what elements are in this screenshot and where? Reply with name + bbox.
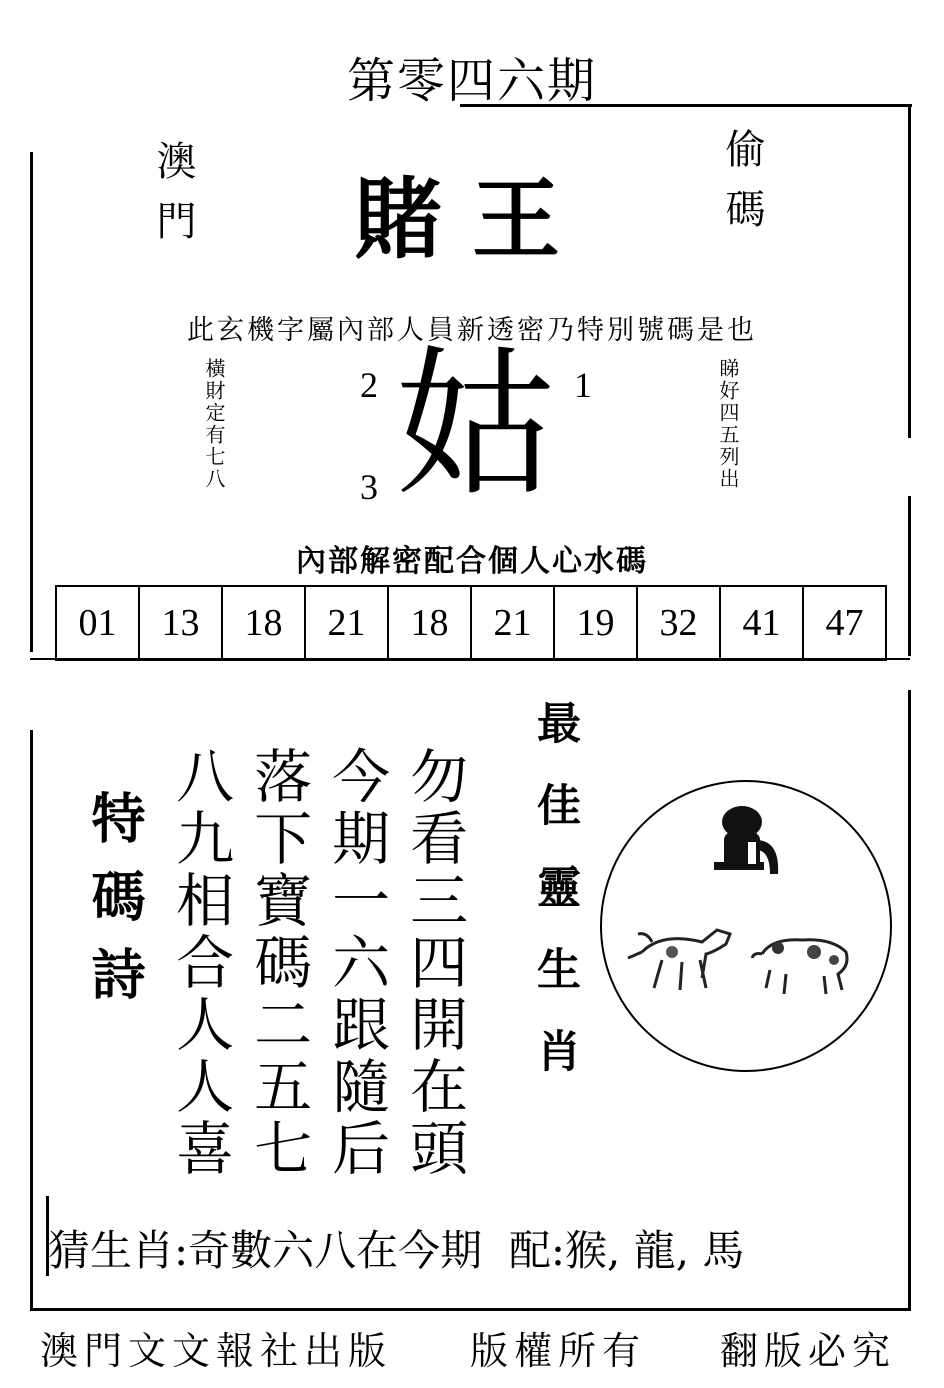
riddle-character: 姑	[395, 331, 556, 518]
poem-line-4: 八九相合人人喜	[166, 746, 235, 1180]
zodiac-illustration	[600, 780, 892, 1072]
footer-warning: 翻版必究	[720, 1329, 897, 1373]
left-side-title: 澳門	[150, 140, 196, 260]
poem-line-1: 勿看三四開在頭	[400, 746, 469, 1180]
secret-line: 此玄機字屬內部人員新透密乃特別號碼是也	[187, 315, 757, 346]
poem-line-3: 落下寶碼二五七	[244, 746, 313, 1180]
number-cell: 41	[719, 585, 804, 661]
number-cell: 19	[553, 585, 638, 661]
number-cell: 18	[387, 585, 472, 661]
corner-number-bottom-left: 3	[360, 467, 378, 507]
right-side-title: 偷碼	[719, 128, 765, 248]
poem-line-2: 今期一六跟隨后	[322, 746, 391, 1180]
number-cell: 21	[304, 585, 389, 661]
dog-icon	[628, 930, 730, 990]
number-cell: 18	[221, 585, 306, 661]
number-cell: 01	[55, 585, 140, 661]
frame-left-line-lower	[30, 730, 33, 1310]
main-title: 賭王	[353, 168, 590, 271]
best-zodiac-label: 最佳靈生肖	[529, 700, 580, 1110]
dog-icon	[752, 940, 847, 994]
number-cell: 13	[138, 585, 223, 661]
number-cell: 47	[802, 585, 887, 661]
zodiac-animals-image	[602, 782, 890, 1070]
number-row	[55, 585, 885, 661]
footer-rights: 版權所有	[470, 1329, 647, 1373]
number-cell: 21	[470, 585, 555, 661]
corner-number-top-left: 2	[360, 365, 378, 405]
right-hint: 睇好四五列出	[716, 358, 740, 490]
decode-line: 內部解密配合個人心水碼	[296, 544, 648, 579]
corner-number-top-right: 1	[574, 365, 592, 405]
frame-right-line-bottom	[908, 690, 911, 1310]
footer-publisher: 澳門文文報社出版	[40, 1329, 393, 1373]
monkey-icon	[714, 806, 778, 874]
issue-number: 第零四六期	[346, 53, 597, 109]
number-cell: 32	[636, 585, 721, 661]
left-hint: 橫財定有七八	[202, 358, 226, 490]
frame-bottom-line	[30, 1308, 911, 1311]
guess-zodiac-line: 猜生肖:奇數六八在今期 配:猴, 龍, 馬	[48, 1226, 745, 1275]
poem-title: 特碼詩	[83, 790, 146, 1024]
